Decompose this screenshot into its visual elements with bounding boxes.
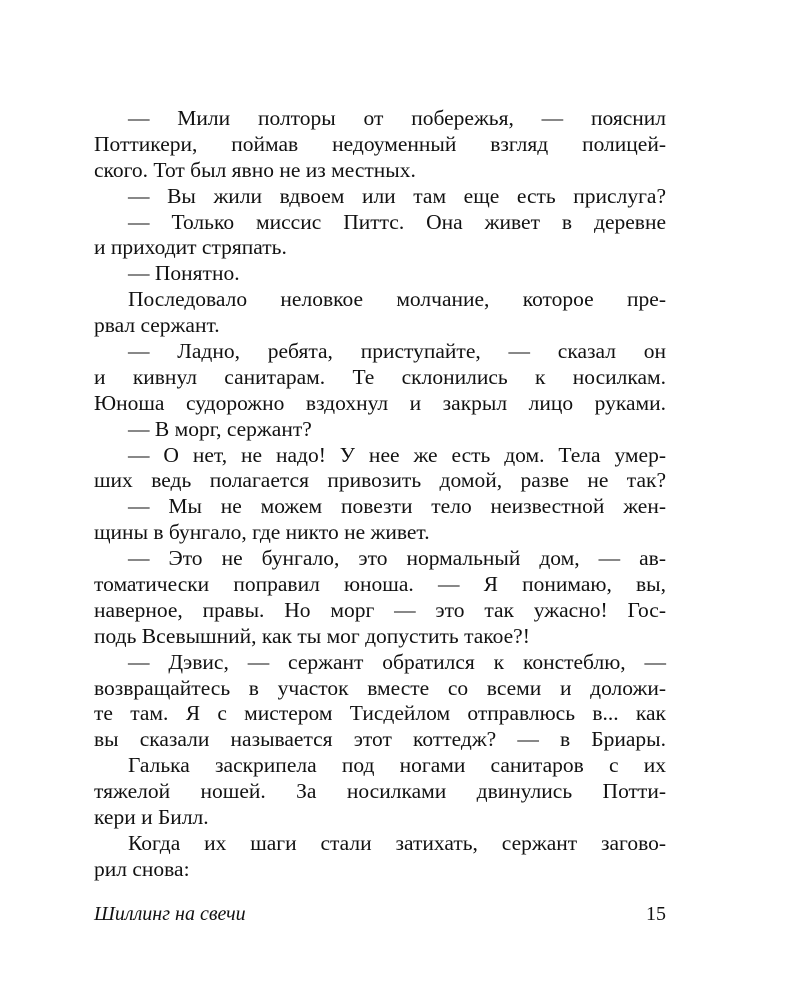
text-line: Юноша судорожно вздохнул и закрыл лицо руками. xyxy=(94,390,666,415)
text-line: щины в бунгало, где никто не живет. xyxy=(94,520,430,545)
body-text xyxy=(94,106,666,883)
text-line: те там. Я с мистером Тисдейлом отправлюсь в... как xyxy=(94,701,666,726)
text-line: тяжелой ношей. За носилками двинулись Потти- xyxy=(94,779,666,804)
text-line: — Мы не можем повезти тело неизвестной жен- xyxy=(128,494,666,519)
text-line: — Понятно. xyxy=(128,261,240,286)
text-line: Поттикери, поймав недоуменный взгляд полицей- xyxy=(94,131,666,156)
text-line: — Дэвис, — сержант обратился к констеблю, — xyxy=(128,649,666,674)
text-line: ших ведь полагается привозить домой, разве не так? xyxy=(94,468,666,493)
text-line: — Ладно, ребята, приступайте, — сказал он xyxy=(128,339,666,364)
text-line: и кивнул санитарам. Те склонились к носилкам. xyxy=(94,364,666,389)
text-line: — Мили полторы от побережья, — пояснил xyxy=(128,106,666,130)
text-line: вы сказали называется этот коттедж? — в Бриары. xyxy=(94,727,666,752)
text-line: рвал сержант. xyxy=(94,313,220,338)
text-line: кери и Билл. xyxy=(94,805,209,830)
text-line: подь Всевышний, как ты мог допустить такое?! xyxy=(94,623,530,648)
running-title: Шиллинг на свечи xyxy=(94,903,246,925)
text-line: возвращайтесь в участок вместе со всеми и доложи- xyxy=(94,675,666,700)
text-line: Когда их шаги стали затихать, сержант загово- xyxy=(128,830,666,855)
text-line: — Вы жили вдвоем или там еще есть прислуга? xyxy=(128,183,666,208)
page-footer xyxy=(94,903,666,929)
text-line: Галька заскрипела под ногами санитаров с их xyxy=(128,753,666,778)
text-line: томатически поправил юноша. — Я понимаю, вы, xyxy=(94,572,666,597)
text-line: рил снова: xyxy=(94,856,190,881)
text-line: Последовало неловкое молчание, которое пре- xyxy=(128,287,666,312)
text-line: — О нет, не надо! У нее же есть дом. Тела умер- xyxy=(128,442,666,467)
page-number: 15 xyxy=(646,903,666,925)
text-line: ского. Тот был явно не из местных. xyxy=(94,157,416,182)
text-line: и приходит стряпать. xyxy=(94,235,287,260)
text-line: — Это не бунгало, это нормальный дом, — ав- xyxy=(128,546,666,571)
text-line: наверное, правы. Но морг — это так ужасно! Гос- xyxy=(94,597,666,622)
text-line: — В морг, сержант? xyxy=(128,416,312,441)
text-line: — Только миссис Питтс. Она живет в деревне xyxy=(128,209,666,234)
